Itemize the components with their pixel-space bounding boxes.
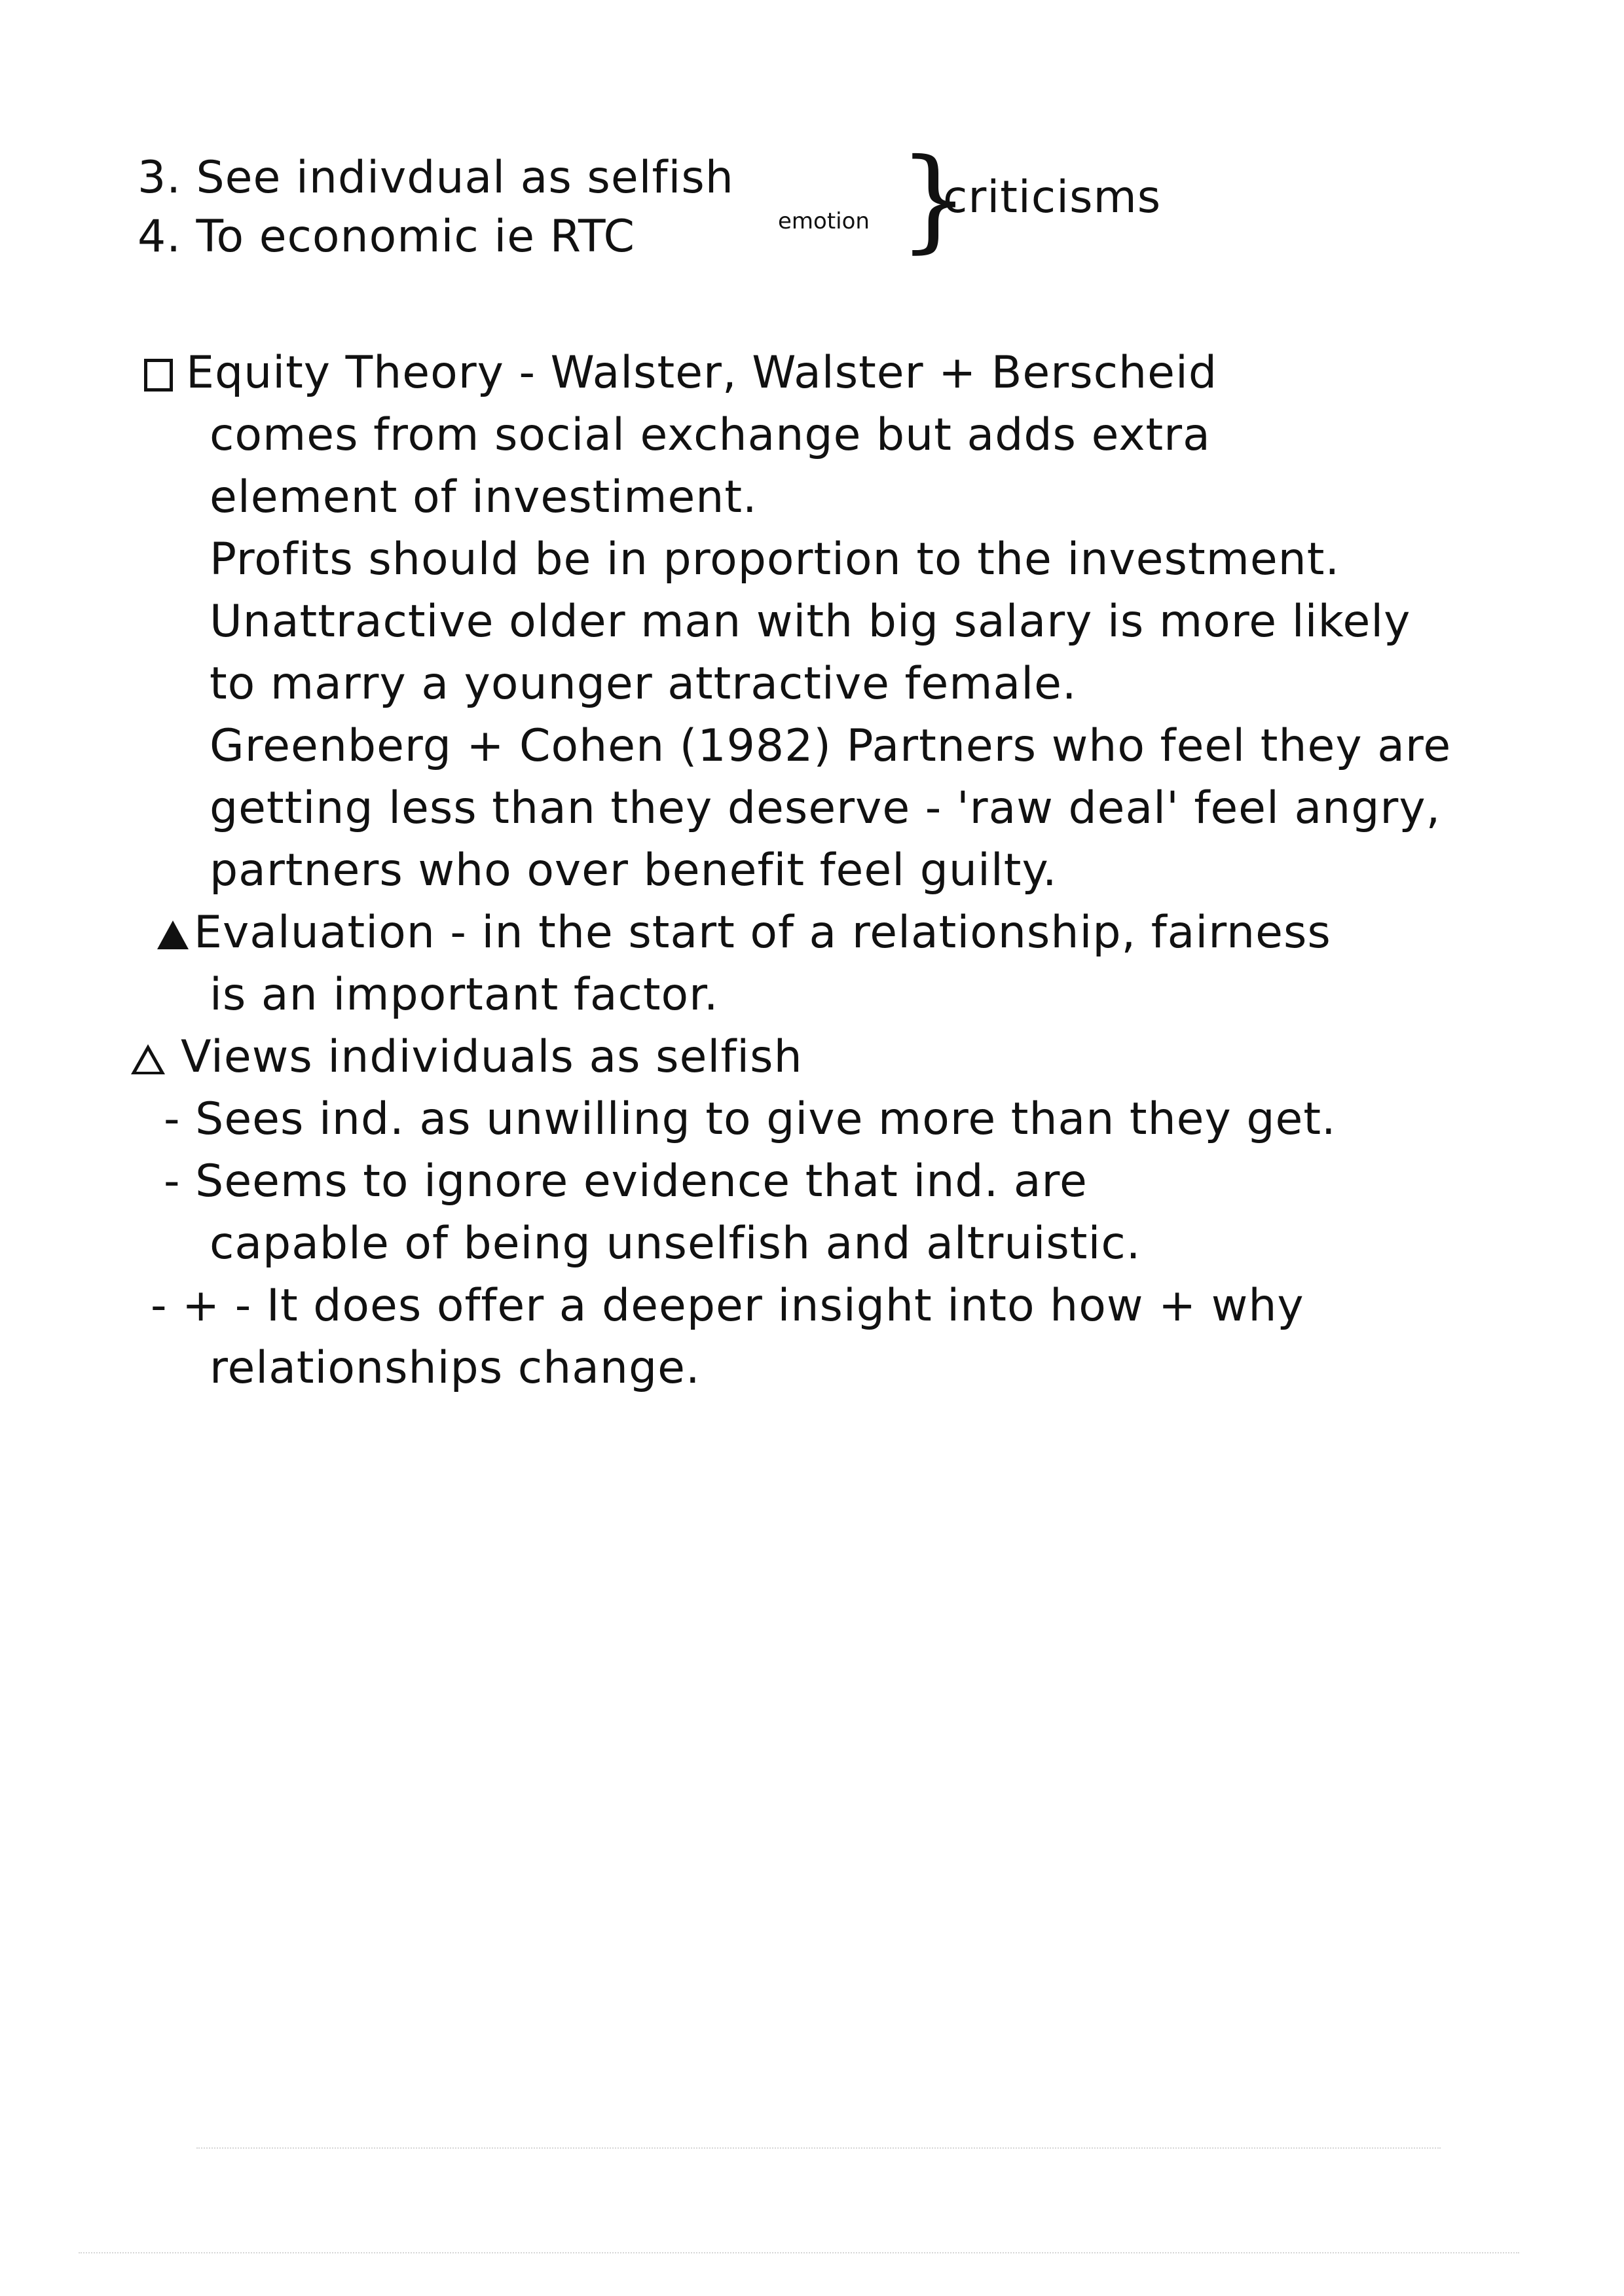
criticisms-brace: } bbox=[898, 135, 970, 264]
criticism-item-3: 3. See indivdual as selfish bbox=[138, 152, 734, 204]
equity-line: to marry a younger attractive female. bbox=[210, 658, 1077, 710]
criticism-item-4: 4. To economic ie RTC bbox=[138, 211, 636, 263]
views-point: - Seems to ignore evidence that ind. are bbox=[164, 1156, 1088, 1207]
equity-line: Profits should be in proportion to the investment. bbox=[210, 534, 1340, 585]
equity-line: Unattractive older man with big salary is more likely bbox=[210, 596, 1411, 647]
equity-line: getting less than they deserve - 'raw deal' feel angry, bbox=[210, 782, 1441, 834]
views-heading-row bbox=[131, 1031, 803, 1084]
filled-triangle-bullet-icon bbox=[157, 920, 189, 949]
evaluation-line-1: Evaluation - in the start of a relationship, fairness bbox=[194, 907, 1331, 958]
triangle-bullet-icon bbox=[131, 1044, 165, 1074]
views-heading: Views individuals as selfish bbox=[181, 1031, 803, 1083]
equity-line: partners who over benefit feel guilty. bbox=[210, 845, 1058, 896]
evaluation-line-2: is an important factor. bbox=[210, 969, 719, 1021]
checkbox-bullet-icon bbox=[144, 359, 173, 392]
equity-line: comes from social exchange but adds extra bbox=[210, 409, 1211, 461]
scan-artifact bbox=[79, 2252, 1519, 2255]
views-point: capable of being unselfish and altruistic. bbox=[210, 1218, 1141, 1269]
equity-heading: Equity Theory - Walster, Walster + Berscheid bbox=[186, 347, 1218, 399]
criticism-item-4-note: emotion bbox=[778, 208, 870, 234]
equity-heading-row bbox=[144, 347, 1217, 399]
views-point: - Sees ind. as unwilling to give more than they get. bbox=[164, 1093, 1337, 1145]
views-point: relationships change. bbox=[210, 1342, 701, 1394]
evaluation-row bbox=[157, 907, 1331, 959]
criticisms-label: criticisms bbox=[943, 172, 1162, 223]
equity-line: element of investiment. bbox=[210, 471, 758, 523]
equity-line: Greenberg + Cohen (1982) Partners who feel they are bbox=[210, 720, 1452, 772]
views-point: - + - It does offer a deeper insight into how + why bbox=[151, 1280, 1304, 1332]
scan-artifact bbox=[196, 2147, 1441, 2150]
